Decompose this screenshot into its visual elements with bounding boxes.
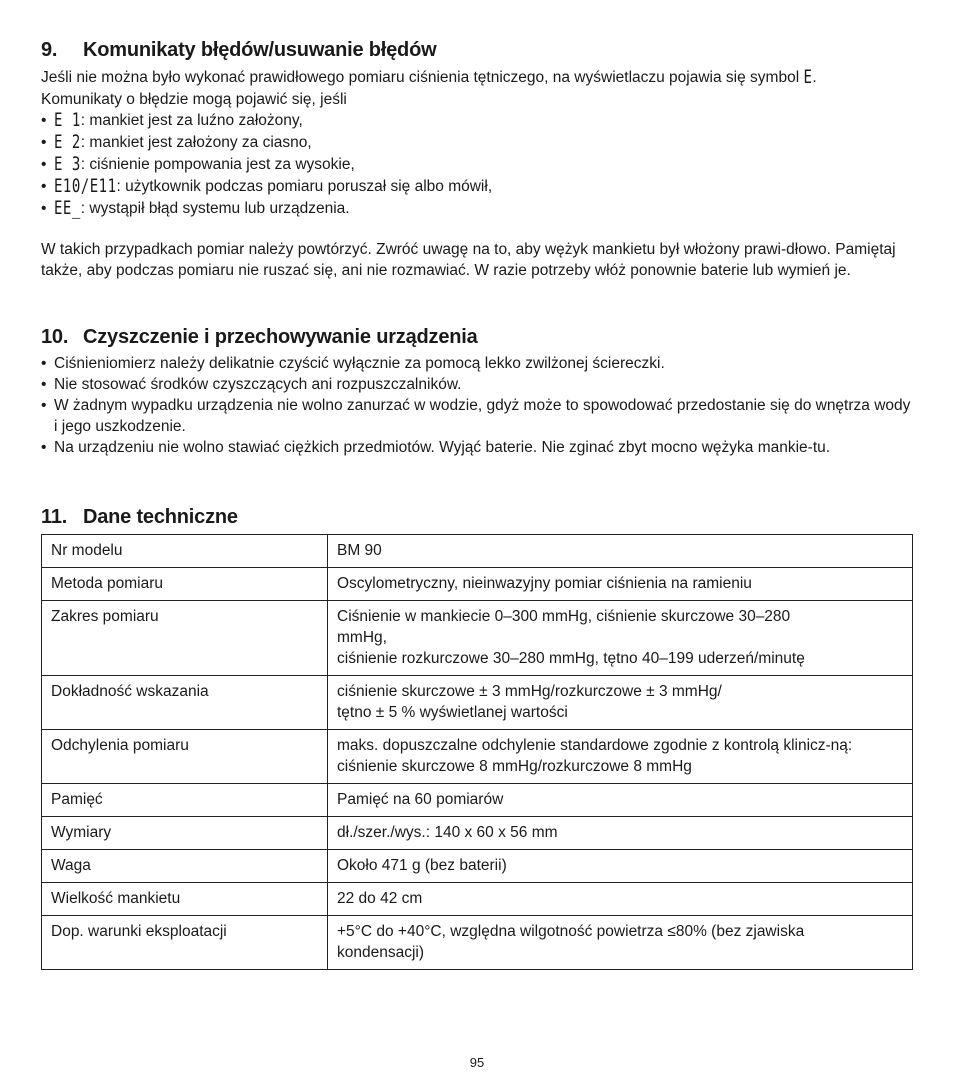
table-row bbox=[42, 568, 913, 601]
error-code-e3: E 3 bbox=[54, 154, 81, 176]
error-symbol-icon: E bbox=[803, 67, 813, 89]
intro-line1: Jeśli nie można było wykonać prawidłowego pomiaru ciśnienia tętniczego, na wyświetlaczu pojawia się symbol bbox=[41, 69, 800, 86]
bullet-icon: • bbox=[41, 355, 47, 372]
error-text: : użytkownik podczas pomiaru poruszał się albo mówił, bbox=[116, 178, 493, 195]
table-key: Zakres pomiaru bbox=[42, 601, 328, 676]
bullet-icon: • bbox=[41, 200, 47, 217]
table-row bbox=[42, 916, 913, 970]
table-key: Dop. warunki eksploatacji bbox=[42, 916, 328, 970]
section-9-paragraph: W takich przypadkach pomiar należy powtórzyć. Zwróć uwagę na to, aby wężyk mankietu był włożony prawi-dłowo. Pamiętaj także, aby podczas pomiaru nie ruszać się, ani nie rozmawiać. W razie potrzeby włóż ponownie baterie lub wymień je. bbox=[41, 241, 896, 279]
intro-end: . bbox=[812, 69, 817, 86]
table-row bbox=[42, 535, 913, 568]
bullet-icon: • bbox=[41, 376, 47, 393]
table-value: Oscylometryczny, nieinwazyjny pomiar ciśnienia na ramieniu bbox=[328, 568, 913, 601]
bullet-icon: • bbox=[41, 439, 47, 456]
error-text: : ciśnienie pompowania jest za wysokie, bbox=[80, 156, 355, 173]
cleaning-item-text: Nie stosować środków czyszczących ani rozpuszczalników. bbox=[54, 376, 462, 393]
section-9-intro bbox=[41, 67, 921, 89]
bullet-icon: • bbox=[41, 134, 47, 151]
table-value bbox=[328, 601, 913, 676]
section-9-body bbox=[41, 67, 921, 220]
error-code-e1: E 1 bbox=[54, 110, 81, 132]
section-10-number: 10. bbox=[41, 326, 69, 348]
bullet-icon: • bbox=[41, 397, 47, 414]
table-row bbox=[42, 784, 913, 817]
error-text: : mankiet jest założony za ciasno, bbox=[80, 134, 312, 151]
table-key: Wielkość mankietu bbox=[42, 883, 328, 916]
table-key: Wymiary bbox=[42, 817, 328, 850]
table-key: Waga bbox=[42, 850, 328, 883]
bullet-icon: • bbox=[41, 112, 47, 129]
bullet-icon: • bbox=[41, 156, 47, 173]
error-code-e2: E 2 bbox=[54, 132, 81, 154]
table-row bbox=[42, 850, 913, 883]
section-9-title: Komunikaty błędów/usuwanie błędów bbox=[83, 39, 437, 61]
section-9-number: 9. bbox=[41, 39, 58, 61]
list-item bbox=[41, 374, 913, 395]
section-11-title: Dane techniczne bbox=[83, 506, 238, 528]
cleaning-item-text: W żadnym wypadku urządzenia nie wolno zanurzać w wodzie, gdyż może to spowodować przedostanie się do wnętrza wody i jego uszkodzenie. bbox=[54, 397, 911, 435]
list-item bbox=[41, 353, 913, 374]
section-10-heading bbox=[41, 325, 478, 349]
table-value: dł./szer./wys.: 140 x 60 x 56 mm bbox=[328, 817, 913, 850]
page-number: 95 bbox=[469, 1055, 485, 1070]
table-key: Odchylenia pomiaru bbox=[42, 730, 328, 784]
table-value bbox=[328, 676, 913, 730]
table-key: Nr modelu bbox=[42, 535, 328, 568]
table-value: 22 do 42 cm bbox=[328, 883, 913, 916]
table-key: Metoda pomiaru bbox=[42, 568, 328, 601]
table-key: Dokładność wskazania bbox=[42, 676, 328, 730]
table-value: Około 471 g (bez baterii) bbox=[328, 850, 913, 883]
list-item bbox=[41, 395, 913, 437]
value-line: ciśnienie skurczowe ± 3 mmHg/rozkurczowe ± 3 mmHg/ bbox=[337, 683, 722, 700]
error-code-list bbox=[41, 110, 921, 220]
value-line: ciśnienie rozkurczowe 30–280 mmHg, tętno 40–199 uderzeń/minutę bbox=[337, 650, 805, 667]
value-line: maks. dopuszczalne odchylenie standardowe zgodnie z kontrolą klinicz-ną: bbox=[337, 737, 853, 754]
table-row bbox=[42, 817, 913, 850]
cleaning-list bbox=[41, 353, 913, 458]
list-item bbox=[41, 110, 921, 132]
error-text: : mankiet jest za luźno założony, bbox=[80, 112, 303, 129]
table-value bbox=[328, 730, 913, 784]
error-code-e10-e11: E10/E11 bbox=[54, 176, 117, 198]
section-10-title: Czyszczenie i przechowywanie urządzenia bbox=[83, 326, 478, 348]
error-code-ee: EE_ bbox=[54, 198, 81, 220]
table-row bbox=[42, 601, 913, 676]
list-item bbox=[41, 176, 921, 198]
table-value: Pamięć na 60 pomiarów bbox=[328, 784, 913, 817]
list-item bbox=[41, 132, 921, 154]
list-item bbox=[41, 198, 921, 220]
list-item bbox=[41, 437, 913, 458]
bullet-icon: • bbox=[41, 178, 47, 195]
section-9-intro-line2: Komunikaty o błędzie mogą pojawić się, jeśli bbox=[41, 91, 347, 108]
section-11-number: 11. bbox=[41, 506, 68, 528]
value-line: ciśnienie skurczowe 8 mmHg/rozkurczowe 8 mmHg bbox=[337, 758, 692, 775]
section-11-heading bbox=[41, 505, 238, 529]
table-row bbox=[42, 730, 913, 784]
technical-data-table bbox=[41, 534, 913, 970]
table-row bbox=[42, 676, 913, 730]
table-row bbox=[42, 883, 913, 916]
cleaning-item-text: Na urządzeniu nie wolno stawiać ciężkich przedmiotów. Wyjąć baterie. Nie zginać zbyt mocno wężyka mankie-tu. bbox=[54, 439, 831, 456]
list-item bbox=[41, 154, 921, 176]
cleaning-item-text: Ciśnieniomierz należy delikatnie czyścić wyłącznie za pomocą lekko zwilżonej ściereczki. bbox=[54, 355, 665, 372]
error-text: : wystąpił błąd systemu lub urządzenia. bbox=[80, 200, 350, 217]
table-value: BM 90 bbox=[328, 535, 913, 568]
table-value: +5°C do +40°C, względna wilgotność powietrza ≤80% (bez zjawiska kondensacji) bbox=[328, 916, 913, 970]
table-key: Pamięć bbox=[42, 784, 328, 817]
value-line: Ciśnienie w mankiecie 0–300 mmHg, ciśnienie skurczowe 30–280 mmHg, bbox=[337, 608, 791, 646]
section-9-heading bbox=[41, 38, 436, 62]
value-line: tętno ± 5 % wyświetlanej wartości bbox=[337, 704, 568, 721]
